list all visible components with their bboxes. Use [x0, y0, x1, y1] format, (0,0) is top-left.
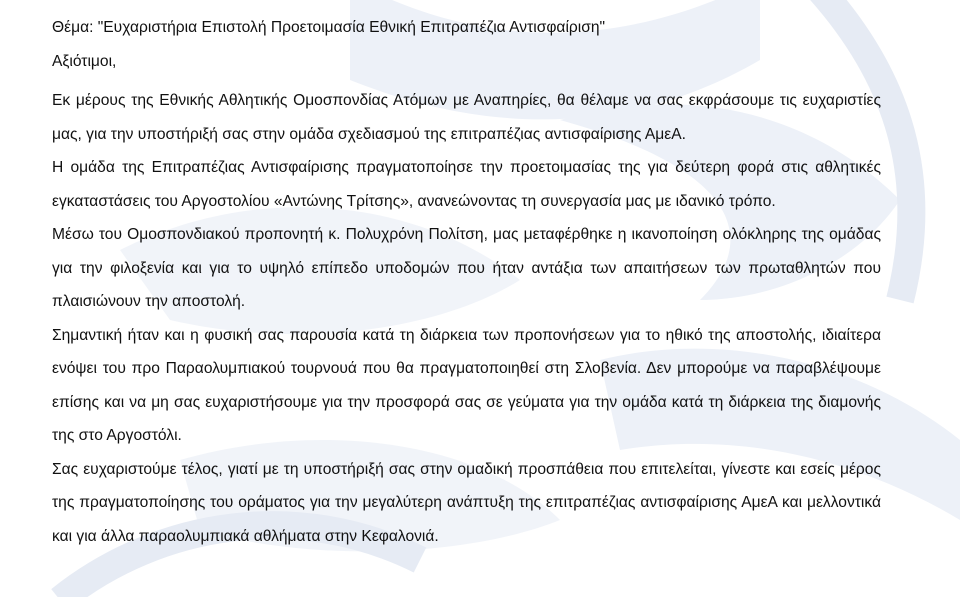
letter-paragraph-1: Εκ μέρους της Εθνικής Αθλητικής Ομοσπονδίας Ατόμων με Αναπηρίες, θα θέλαμε να σας εκφράσουμε τις ευχαριστίες μας, για την υποστήριξή σας στην ομάδα σχεδιασμού της επιτραπέζιας αντισφαίρισης ΑμεΑ. [52, 92, 881, 143]
letter-subject: Θέμα: "Ευχαριστήρια Επιστολή Προετοιμασία Εθνική Επιτραπέζια Αντισφαίριση" [52, 19, 606, 36]
letter-paragraph-2: Η ομάδα της Επιτραπέζιας Αντισφαίρισης πραγματοποίησε την προετοιμασίας της για δεύτερη φορά στις αθλητικές εγκαταστάσεις του Αργοστολίου «Αντώνης Τρίτσης», ανανεώνοντας τη συνεργασία μας με ιδανικό τρόπο. [52, 159, 881, 210]
letter-paragraph-3: Μέσω του Ομοσπονδιακού προπονητή κ. Πολυχρόνη Πολίτση, μας μεταφέρθηκε η ικανοποίηση ολόκληρης της ομάδας για την φιλοξενία και για το υψηλό επίπεδο υποδομών που ήταν αντάξια των απαιτήσεων των πρωταθλητών που πλαισιώνουν την αποστολή. [52, 226, 881, 310]
letter-paragraph-5: Σας ευχαριστούμε τέλος, γιατί με τη υποστήριξή σας στην ομαδική προσπάθεια που επιτελείται, γίνεστε και εσείς μέρος της πραγματοποίησης του οράματος για την μεγαλύτερη ανάπτυξη της επιτραπέζιας αντισφαίρισης ΑμεΑ και μελλοντικά και για άλλα παραολυμπιακά αθλήματα στην Κεφαλονιά. [52, 460, 881, 545]
letter-greeting: Αξιότιμοι, [52, 53, 117, 70]
letter-paragraph-4: Σημαντική ήταν και η φυσική σας παρουσία κατά τη διάρκεια των προπονήσεων για το ηθικό της αποστολής, ιδιαίτερα ενόψει του προ Παραολυμπιακού τουρνουά που θα πραγματοποιηθεί στη Σλοβενία. Δεν μπορούμε να παραβλέψουμε επίσης και να μη σας ευχαριστήσουμε για την προσφορά σας σε γεύματα για την ομάδα κατά τη διάρκεια της διαμονής της στο Αργοστόλι. [52, 326, 881, 444]
letter-body [52, 16, 881, 553]
